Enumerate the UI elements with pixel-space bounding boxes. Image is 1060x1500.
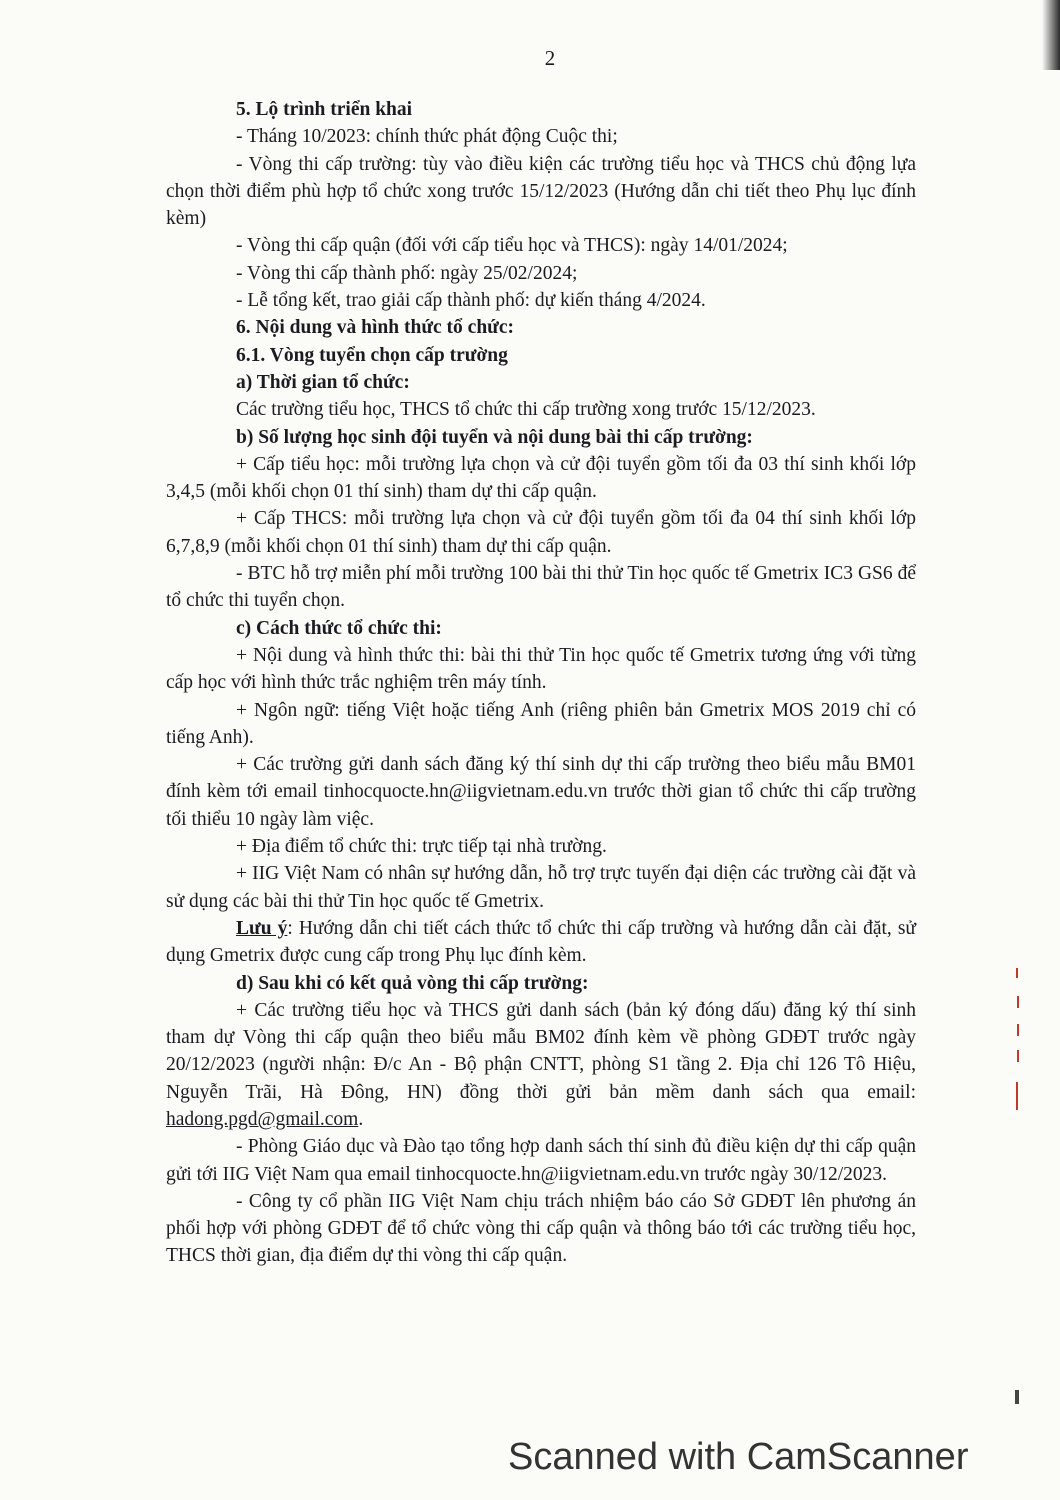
c-item: + Địa điểm tổ chức thi: trực tiếp tại nhà trường. [236, 836, 607, 858]
s5-item: - Vòng thi cấp trường: tùy vào điều kiện các trường tiểu học và THCS chủ động lựa chọn thời điểm phù hợp tổ chức xong trước 15/12/2023 (Hướng dẫn chi tiết theo Phụ lục đính kèm) [166, 153, 916, 230]
page-number: 2 [544, 46, 556, 70]
margin-mark [1017, 1024, 1019, 1036]
margin-mark [1016, 968, 1018, 978]
d-item: - Phòng Giáo dục và Đào tạo tổng hợp danh sách thí sinh đủ điều kiện dự thi cấp quận gửi tới IIG Việt Nam qua email tinhocquocte.hn@iigvietnam.edu.vn trước ngày 30/12/2023. [166, 1136, 916, 1185]
c-item: + Các trường gửi danh sách đăng ký thí sinh dự thi cấp trường theo biểu mẫu BM01 đính kèm tới email tinhocquocte.hn@iigvietnam.edu.vn trước thời gian tổ chức thi cấp trường tối thiểu 10 ngày làm việc. [166, 754, 916, 830]
margin-mark [1016, 1082, 1018, 1110]
c-item: + Ngôn ngữ: tiếng Việt hoặc tiếng Anh (riêng phiên bản Gmetrix MOS 2019 chỉ có tiếng Anh). [166, 699, 916, 748]
email-link[interactable]: hadong.pgd@gmail.com [166, 1108, 359, 1130]
section-6-heading: 6. Nội dung và hình thức tổ chức: [236, 317, 515, 339]
d-item: - Công ty cổ phần IIG Việt Nam chịu trách nhiệm báo cáo Sở GDĐT lên phương án phối hợp với phòng GDĐT để tổ chức vòng thi cấp quận và thông báo tới các trường tiểu học, THCS thời gian, địa điểm dự thi vòng thi cấp quận. [166, 1190, 916, 1267]
margin-mark [1017, 996, 1019, 1008]
b-item: + Cấp tiểu học: mỗi trường lựa chọn và cử đội tuyển gồm tối đa 03 thí sinh khối lớp 3,4,5 (mỗi khối chọn 01 thí sinh) tham dự thi cấp quận. [166, 453, 916, 503]
s5-item: - Vòng thi cấp thành phố: ngày 25/02/2024; [236, 262, 578, 284]
s5-item: - Vòng thi cấp quận (đối với cấp tiểu học và THCS): ngày 14/01/2024; [236, 235, 788, 257]
d-item [166, 997, 916, 1133]
b-item: + Cấp THCS: mỗi trường lựa chọn và cử đội tuyển gồm tối đa 04 thí sinh khối lớp 6,7,8,9 (mỗi khối chọn 01 thí sinh) tham dự thi cấp quận. [166, 508, 916, 557]
margin-mark [1015, 1390, 1019, 1404]
s5-item: - Lễ tổng kết, trao giải cấp thành phố: dự kiến tháng 4/2024. [236, 290, 706, 312]
document-body [166, 96, 916, 1270]
c-item: + Nội dung và hình thức thi: bài thi thử Tin học quốc tế Gmetrix tương ứng với từng cấp học với hình thức trắc nghiệm trên máy tính. [166, 644, 916, 694]
note-text: : Hướng dẫn chi tiết cách thức tổ chức thi cấp trường và hướng dẫn cài đặt, sử dụng Gmetrix được cung cấp trong Phụ lục đính kèm. [166, 917, 916, 967]
section-6-1-heading: 6.1. Vòng tuyển chọn cấp trường [236, 344, 508, 366]
d-item-text: + Các trường tiểu học và THCS gửi danh sách (bản ký đóng dấu) đăng ký thí sinh tham dự Vòng thi cấp quận theo biểu mẫu BM02 đính kèm về phòng GDĐT trước ngày 20/12/2023 (người nhận: Đ/c An - Bộ phận CNTT, phòng S1 tầng 2. Địa chỉ 126 Tô Hiệu, Nguyễn Trãi, Hà Đông, HN) đồng thời gửi bản mềm danh sách qua email: [166, 999, 916, 1103]
note-paragraph [166, 915, 916, 970]
subsection-a-text: Các trường tiểu học, THCS tổ chức thi cấp trường xong trước 15/12/2023. [236, 399, 816, 421]
subsection-a-heading: a) Thời gian tổ chức: [236, 371, 410, 393]
d-item-end: . [358, 1108, 364, 1130]
scanner-watermark: Scanned with CamScanner [508, 1436, 969, 1478]
s5-item: - Tháng 10/2023: chính thức phát động Cuộc thi; [236, 126, 618, 148]
b-item: - BTC hỗ trợ miễn phí mỗi trường 100 bài thi thử Tin học quốc tế Gmetrix IC3 GS6 để tổ chức thi tuyển chọn. [166, 563, 916, 612]
note-label: Lưu ý [236, 917, 288, 939]
c-item: + IIG Việt Nam có nhân sự hướng dẫn, hỗ trợ trực tuyến đại diện các trường cài đặt và sử dụng các bài thi thử Tin học quốc tế Gmetrix. [166, 863, 916, 912]
subsection-d-heading: d) Sau khi có kết quả vòng thi cấp trường: [236, 972, 589, 994]
margin-mark [1017, 1050, 1019, 1062]
subsection-b-heading: b) Số lượng học sinh đội tuyển và nội dung bài thi cấp trường: [236, 426, 753, 448]
subsection-c-heading: c) Cách thức tổ chức thi: [236, 617, 442, 639]
section-5-heading: 5. Lộ trình triển khai [236, 99, 413, 120]
